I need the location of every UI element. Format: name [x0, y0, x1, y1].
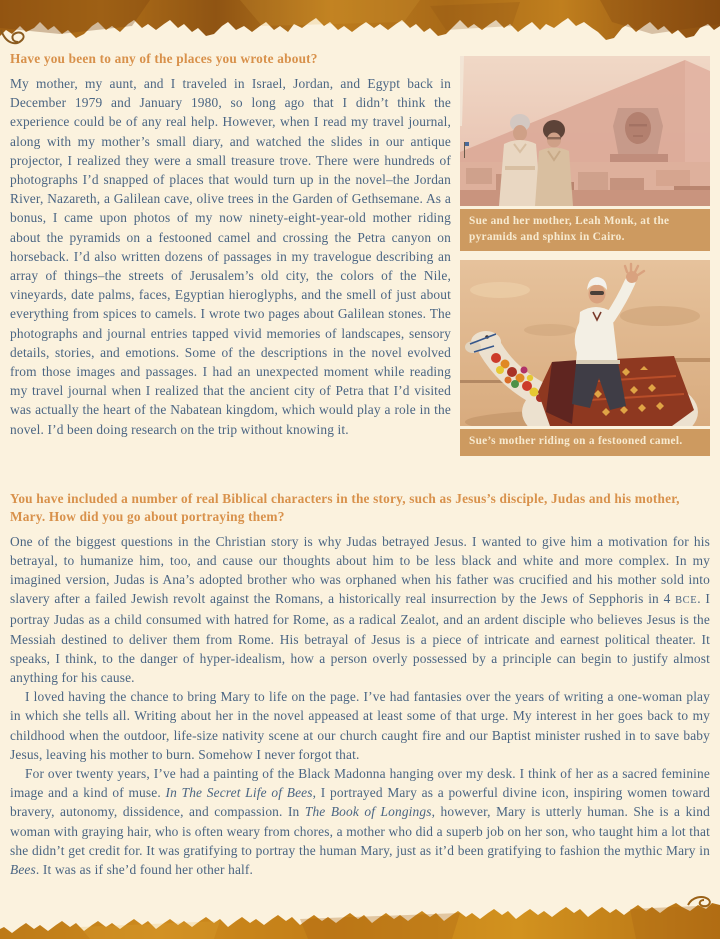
- pyramids-photo-caption: Sue and her mother, Leah Monk, at the pyramids and sphinx in Cairo.: [460, 209, 710, 251]
- photo-column: [460, 56, 710, 465]
- answer-1-text: My mother, my aunt, and I traveled in Israel, Jordan, and Egypt back in December 1979 and January 1980, so long ago that I didn’t think the experience could be of any real help. However, when I read my travel journal, along with my mother’s small diary, and watched the slides in our antique projector, I realized they were a small treasure trove. There were hundreds of photographs I’d snapped of places that would turn up in the novel–the Jordan River, Nazareth, a Galilean cave, olive trees in the Garden of Gethsemane. As a bonus, I came upon photos of my now ninety-eight-year-old mother riding about the pyramids on a festooned camel and crossing the Petra canyon on horseback. I’d also written dozens of passages in my travelogue describing an array of things–the streets of Jerusalem’s old city, the colors of the Nile, vineyards, date palms, faces, Egyptian hieroglyphs, and the smell of just about everything from spices to camels. I wrote two pages about Galilean stones. The photographs and journal entries tapped vivid memories of landscapes, sensory details, stories, and emotions. Some of the descriptions in the novel evolved from those images and passages. I had an unexpected moment while reading my travel journal when I realized that the ancient city of Petra that I’d visited was actually the heart of the Nabatean kingdom, which would play a role in the novel. I’d been doing research on the trip without knowing it.: [10, 76, 451, 437]
- question-2-section: [10, 490, 710, 880]
- answer-paragraph: I loved having the chance to bring Mary to life on the page. I’ve had fantasies over the years of writing a one-woman play in which she tells all. Writing about her in the novel appeased at least some of that urge. My interest in her goes back to my childhood when the outdoor, life-size nativity scene at our church caught fire and our Baptist minister rushed in to save baby Jesus, leaving his mother to burn. Somehow I never forgot that.: [10, 689, 710, 762]
- page-content: [10, 50, 710, 879]
- question-2-heading: You have included a number of real Biblical characters in the story, such as Jesus’s disciple, Judas and his mother, Mary. How did you go about portraying them?: [10, 490, 680, 524]
- answer-2-text: [10, 532, 710, 880]
- camel-photo-caption: Sue’s mother riding on a festooned camel.: [460, 429, 710, 456]
- answer-paragraph: For over twenty years, I’ve had a painting of the Black Madonna hanging over my desk. I think of her as a sacred feminine image and a kind of muse. In The Secret Life of Bees, I portrayed Mary as a powerful divine icon, inspiring women toward bravery, autonomy, dissidence, and compassion. In The Book of Longings, however, Mary is utterly human. She is a kind woman with graying hair, who is often weary from chores, a mother who did a superb job on her son, who taught him a lot that she didn’t get credit for. It was gratifying to portray the human Mary, just as it’d been gratifying to fashion the mythic Mary in Bees. It was as if she’d found her other half.: [10, 765, 710, 877]
- question-1-heading: Have you been to any of the places you wrote about?: [10, 51, 318, 66]
- festooned-camel-photo: [460, 260, 710, 426]
- question-1-section: [10, 50, 710, 465]
- pyramids-photo-figure: [460, 56, 710, 251]
- torn-paper-bottom-border: [0, 895, 720, 939]
- torn-paper-top-border: [0, 0, 720, 48]
- question-1-column: [10, 50, 451, 465]
- pyramids-sphinx-photo: [460, 56, 710, 206]
- camel-photo-figure: [460, 260, 710, 456]
- answer-paragraph: One of the biggest questions in the Christian story is why Judas betrayed Jesus. I wanted to give him a motivation for his betrayal, to humanize him, too, and cause our thoughts about him to be less black and white and more complex. In my imagined version, Judas is Ana’s adopted brother who was orphaned when his father was crucified and his mother sold into slavery after a failed Jewish revolt against the Romans, a historically real insurrection by the Jews of Sepphoris in 4 BCE. I portray Judas as a child consumed with hatred for Rome, as a radical Zealot, and an ardent disciple who believes Jesus is the Messiah destined to deliver them from Rome. His betrayal of Jesus is a piece of intricate and earnest political theater. It speaks, I think, to the danger of hyper-idealism, how a person overly possessed by a principle can begin to justify almost anything for his cause.: [10, 533, 710, 685]
